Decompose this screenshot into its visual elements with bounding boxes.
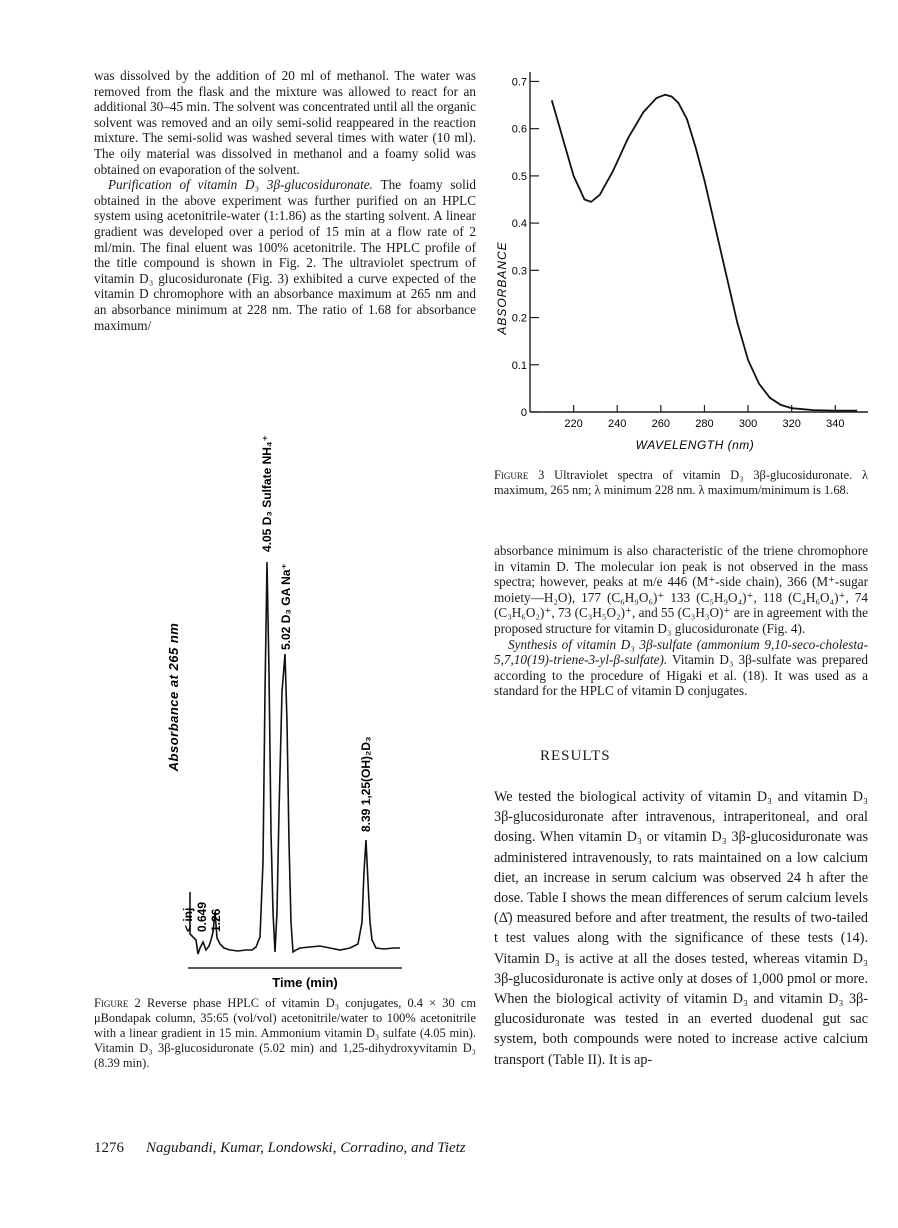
- x-tick-label: 280: [695, 418, 714, 430]
- figure-label: Figure 3: [494, 468, 545, 482]
- peak-label-inj: < inj: [181, 907, 195, 932]
- paragraph-body: Vitamin D₃ 3β-sulfate was prepared according to the procedure of Higaki et al. (18). It was used as a standard for the HPLC of vitamin D conjugates.: [494, 652, 868, 699]
- x-axis-label: WAVELENGTH (nm): [635, 438, 755, 452]
- running-authors: Nagubandi, Kumar, Londowski, Corradino, and Tietz: [146, 1140, 466, 1156]
- paragraph: [494, 637, 868, 699]
- paragraph: absorbance minimum is also characteristic of the triene chromophore in vitamin D. The molecular ion peak is not observed in the mass spectra; however, peaks at m/e 446 (M⁺-side chain), 366 (M⁺-sugar moiety—H₂O), 177 (C₆H₉O₆)⁺ 133 (C₅H₉O₄)⁺, 118 (C₄H₆O₄)⁺, 74 (C₃H₆O₂)⁺, 73 (C₃H₅O₂)⁺, and 55 (C₃H₃O)⁺ are in agreement with the proposed structure for vitamin D₃ glucosiduronate (Fig. 4).: [494, 543, 868, 636]
- x-tick-label: 340: [826, 418, 845, 430]
- peak-label-126: 1.26: [209, 908, 223, 932]
- caption-text: Ultraviolet spectra of vitamin D₃ 3β-glucosiduronate. λ maximum, 265 nm; λ minimum 228 nm. λ maximum/minimum is 1.68.: [494, 468, 868, 497]
- absorbance-curve: [552, 95, 857, 411]
- page-footer: [94, 1140, 874, 1157]
- x-tick-label: 260: [651, 418, 671, 430]
- paragraph: [94, 177, 476, 333]
- peak-label-405: 4.05 D₃ Sulfate NH₄⁺: [260, 435, 274, 552]
- peak-label-0649: 0.649: [195, 901, 209, 932]
- peak-label-502: 5.02 D₃ GA Na⁺: [279, 563, 293, 650]
- y-tick-label: 0.5: [511, 170, 527, 183]
- y-tick-label: 0.3: [511, 265, 527, 278]
- peak-label-839: 8.39 1,25(OH)₂D₃: [359, 736, 373, 832]
- left-text-column: [94, 68, 476, 333]
- figure-3-caption: [494, 468, 868, 498]
- paragraph: was dissolved by the addition of 20 ml of methanol. The water was removed from the flask and the mixture was allowed to react for an additional 30–45 min. The solvent was concentrated until all the organic solvent was removed and an oily semi-solid reappeared in the reaction mixture. The semi-solid was washed several times with water (10 ml). The oily material was dissolved in methanol and a foamy solid was obtained on evaporation of the solvent.: [94, 68, 476, 177]
- y-axis-label: Absorbance at 265 nm: [166, 622, 181, 772]
- y-axis-label: ABSORBANCE: [495, 241, 509, 335]
- x-tick-label: 320: [782, 418, 801, 430]
- section-heading: RESULTS: [540, 748, 611, 764]
- x-tick-label: 220: [564, 418, 583, 430]
- y-tick-label: 0.7: [511, 76, 527, 89]
- y-tick-label: 0: [520, 407, 527, 419]
- y-tick-label: 0.1: [511, 359, 527, 372]
- x-axis-label: Time (min): [272, 975, 338, 990]
- x-tick-label: 240: [608, 418, 627, 430]
- results-paragraph: We tested the biological activity of vitamin D₃ and vitamin D₃ 3β-glucosiduronate after intravenous, intraperitoneal, and oral dosing. When vitamin D₃ or vitamin D₃ 3β-glucosiduronate was administered intravenously, to rats maintained on a low calcium diet, an increase in serum calcium was observed 24 h after the dose. Table I shows the mean differences of serum calcium levels (Δ̄) measured before and after treatment, the results of two-tailed t test values along with the significance of these tests (14). Vitamin D₃ is active at all the doses tested, whereas vitamin D₃ 3β-glucosiduronate is active only at doses of 1,000 pmol or more. When the biological activity of vitamin D₃ and vitamin D₃ 3β-glucosiduronate was tested in an everted duodenal gut sac system, both compounds were noted to increase active calcium transport (Table II). It is ap-: [494, 789, 868, 1068]
- x-tick-label: 300: [738, 418, 758, 430]
- y-tick-label: 0.4: [511, 218, 527, 231]
- figure-2-chart: [140, 392, 480, 992]
- figure-2-caption: [94, 996, 476, 1071]
- page-number: 1276: [94, 1140, 124, 1156]
- y-tick-label: 0.6: [511, 123, 527, 136]
- y-tick-label: 0.2: [511, 312, 527, 325]
- paragraph-lead: Synthesis of vitamin D₃ 3β-sulfate (ammonium 9,10-seco-cholesta-5,7,10(19)-triene-3-yl-β-sulfate).: [494, 636, 868, 668]
- paragraph-lead: Purification of vitamin D₃ 3β-glucosiduronate.: [108, 177, 373, 193]
- figure-3-chart: [490, 66, 880, 466]
- caption-text: Reverse phase HPLC of vitamin D₃ conjugates, 0.4 × 30 cm μBondapak column, 35:65 (vol/vol) acetonitrile/water to 100% acetonitrile with a linear gradient in 15 min. Ammonium vitamin D₃ sulfate (4.05 min). Vitamin D₃ 3β-glucosiduronate (5.02 min) and 1,25-dihydroxyvitamin D₃ (8.39 min).: [94, 996, 476, 1070]
- right-text-column: [494, 543, 868, 699]
- figure-label: Figure 2: [94, 996, 141, 1010]
- paragraph-body: The foamy solid obtained in the above experiment was further purified on an HPLC system using acetonitrile-water (1:1.86) as the starting solvent. A linear gradient was developed over a period of 15 min at a flow rate of 2 ml/min. The final eluent was 100% acetonitrile. The HPLC profile of the title compound is shown in Fig. 2. The ultraviolet spectrum of vitamin D₃ glucosiduronate (Fig. 3) exhibited a curve expected of the vitamin D chromophore with an absorbance maximum at 265 nm and an absorbance minimum at 228 nm. The ratio of 1.68 for absorbance maximum/: [94, 177, 476, 333]
